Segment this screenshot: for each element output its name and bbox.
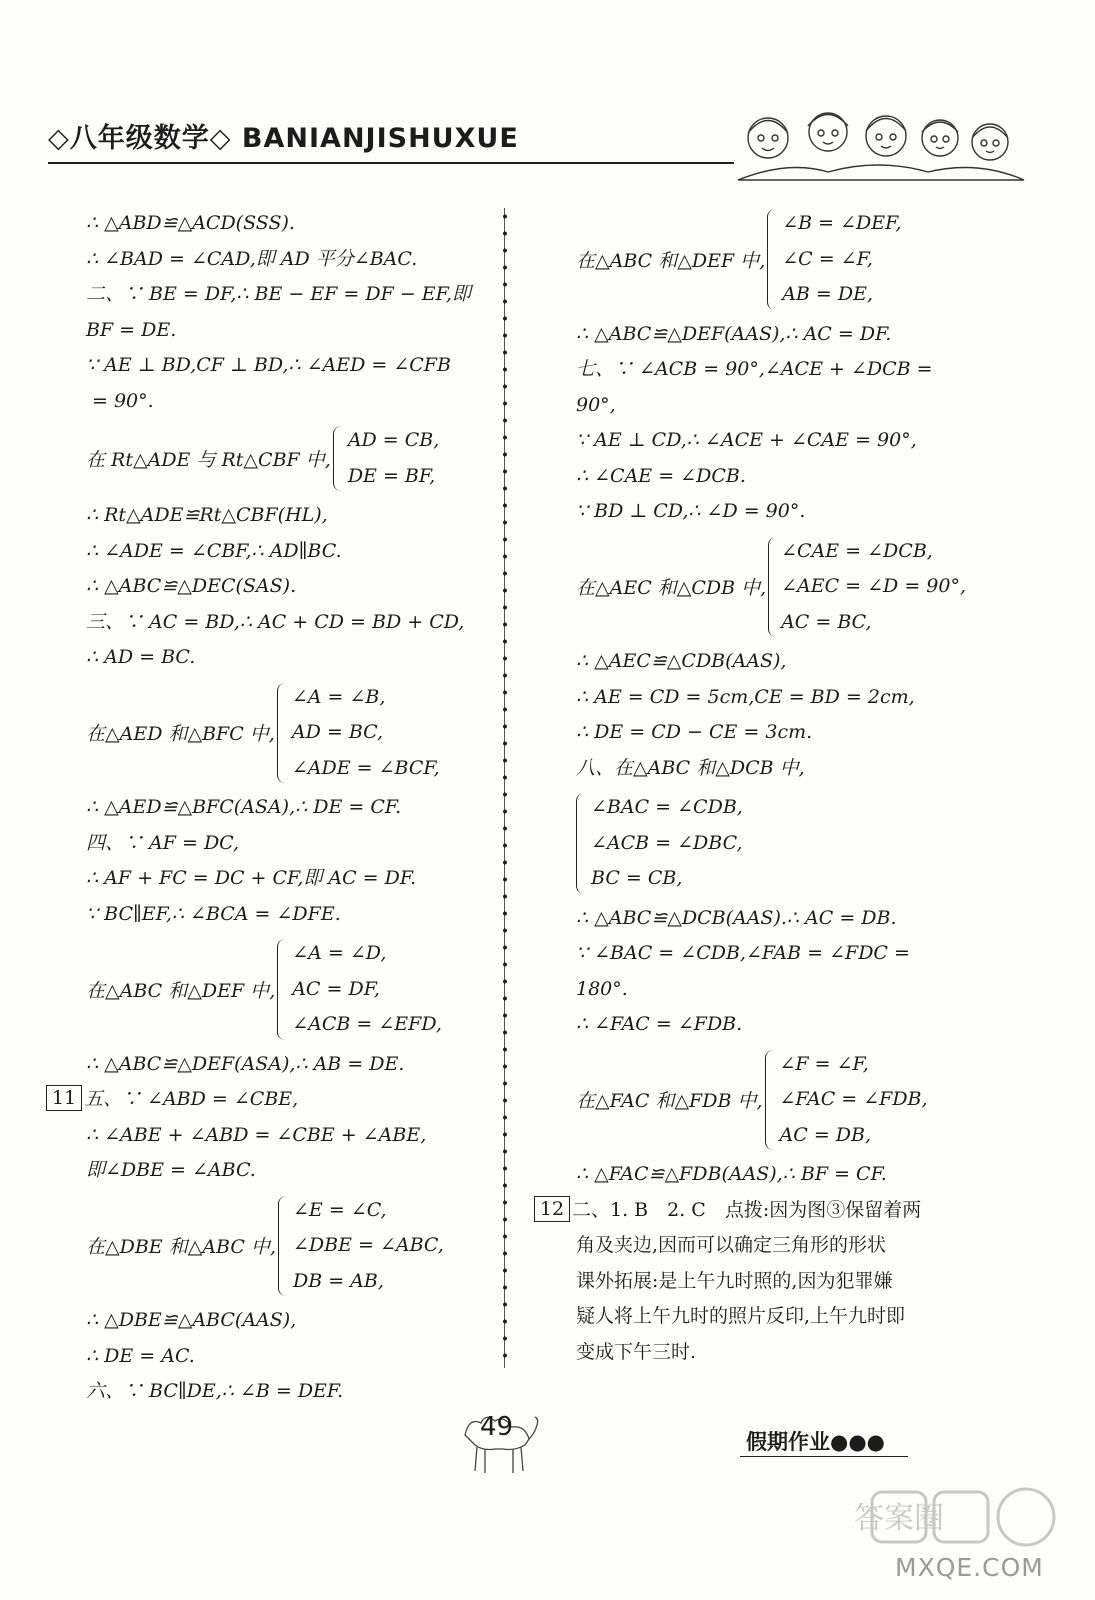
condition: ∠CAE = ∠DCB, [781,539,933,562]
text-line: ∴ △ABC≌△DCB(AAS).∴ AC = DB. [576,906,897,929]
text-line: BF = DE. [86,318,177,341]
watermark-text: MXQE.COM [895,1553,1044,1582]
text-line: ∴ △ABC≌△DEF(ASA),∴ AB = DE. [86,1052,405,1075]
condition: ∠A = ∠D, [292,942,387,964]
system-lead: 在 Rt△ADE 与 Rt△CBF 中, [86,449,331,471]
condition: ∠BAC = ∠CDB, [591,796,743,818]
condition: AC = BC, [781,610,872,633]
condition: ∠C = ∠F, [782,247,873,270]
text-line: 八、在△ABC 和△DCB 中, [576,756,805,779]
condition: AD = BC, [291,721,384,743]
page-header-title: ◇八年级数学◇ BANIANJISHUXUE [48,123,519,154]
condition: ∠E = ∠C, [292,1198,387,1221]
text-line [534,1193,966,1229]
condition: DE = BF, [347,464,436,487]
page-number: 49 [480,1412,514,1442]
equation-system [86,936,481,1043]
text-line: ∴ AD = BC. [86,646,196,668]
equation-system [576,206,966,313]
condition: ∠DBE = ∠ABC, [292,1234,444,1256]
text-line: 变成下午三时. [576,1340,697,1363]
system-conditions [348,423,440,494]
text-line: ∴ △FAC≌△FDB(AAS),∴ BF = CF. [576,1163,887,1185]
text-line: 七、∵ ∠ACB = 90°,∠ACE + ∠DCB = [576,358,933,380]
brace [277,939,288,1040]
condition: AC = DB, [779,1123,872,1146]
system-lead: 在△AED 和△BFC 中, [86,723,275,746]
text-line [46,1082,481,1118]
text-line: ∴ ∠FAC = ∠FDB. [576,1013,743,1035]
text-line: 90°, [576,393,616,416]
brace [768,537,777,638]
condition: ∠FAC = ∠FDB, [779,1088,928,1110]
question-number-box: 12 [534,1196,570,1222]
text-line: ∴ ∠CAE = ∠DCB. [576,464,746,487]
text-line: ∴ △ABD≌△ACD(SSS). [86,212,295,234]
text-line: 角及夹边,因而可以确定三角形的形状 [576,1234,887,1256]
text-line: ∴ AF + FC = DC + CF,即 AC = DF. [86,867,417,889]
text-line: ∴ △ABC≌△DEC(SAS). [86,575,297,597]
system-conditions [782,206,901,313]
text-line: 疑人将上午九时的照片反印,上午九时即 [576,1305,906,1327]
text-line: = 90°. [92,389,154,412]
left-column [51,206,481,1410]
system-lead: 在△AEC 和△CDB 中, [576,577,767,600]
footer-rule [740,1456,908,1457]
right-column [539,206,966,1370]
condition: ∠ACB = ∠EFD, [292,1013,442,1035]
text-line: ∴ △AED≌△BFC(ASA),∴ DE = CF. [86,796,402,818]
text-line-content: 五、∵ ∠ABD = ∠CBE, [84,1088,299,1110]
condition: ∠A = ∠B, [291,685,386,708]
text-line: 即∠DBE = ∠ABC. [86,1159,256,1181]
condition: ∠ADE = ∠BCF, [291,756,440,779]
system-conditions [591,790,743,897]
condition: ∠ACB = ∠DBC, [591,831,743,854]
equation-system [86,680,481,787]
header-rule [48,162,734,164]
system-conditions [292,936,442,1043]
equation-system [86,1193,481,1300]
text-line: ∴ AE = CD = 5cm,CE = BD = 2cm, [576,685,915,708]
watermark-logo-text: 答案圈 [854,1501,944,1536]
text-line: ∴ DE = CD − CE = 3cm. [576,721,813,743]
equation-system [86,423,481,494]
equation-system [576,534,966,641]
text-line: ∴ ∠ADE = ∠CBF,∴ AD∥BC. [86,539,342,562]
system-conditions [781,534,966,641]
text-line: 四、∵ AF = DC, [86,831,240,854]
text-line: ∴ DE = AC. [86,1344,195,1367]
system-lead: 在△FAC 和△FDB 中, [576,1090,763,1113]
text-line: ∵ AE ⊥ CD,∴ ∠ACE + ∠CAE = 90°, [576,429,917,451]
condition: ∠B = ∠DEF, [782,212,902,234]
condition: ∠F = ∠F, [779,1052,869,1075]
text-line: 180°. [576,977,628,1000]
brace [765,1050,776,1151]
equation-system [576,790,966,897]
text-line: 二、∵ BE = DF,∴ BE − EF = DF − EF,即 [86,283,471,305]
brace [767,209,778,310]
text-line: ∴ △ABC≌△DEF(AAS),∴ AC = DF. [576,322,892,345]
brace [576,793,587,894]
question-number-box: 11 [46,1085,82,1111]
text-line: ∵ BC∥EF,∴ ∠BCA = ∠DFE. [86,902,341,925]
system-lead: 在△ABC 和△DEF 中, [86,979,276,1002]
condition: AC = DF, [292,977,380,1000]
footer-brand: 假期作业●●● [746,1430,885,1454]
brace [278,1196,289,1297]
system-conditions [780,1047,928,1154]
condition: AD = CB, [347,429,440,451]
text-line: ∴ ∠ABE + ∠ABD = ∠CBE + ∠ABE, [86,1123,427,1146]
text-line-content: 二、1. B 2. C 点拨:因为图③保留着两 [572,1198,922,1221]
system-lead: 在△DBE 和△ABC 中, [86,1236,276,1259]
brace [333,426,344,491]
condition: DB = AB, [292,1269,384,1292]
text-line: ∵ ∠BAC = ∠CDB,∠FAB = ∠FDC = [576,942,910,964]
text-line: ∴ Rt△ADE≌Rt△CBF(HL), [86,504,328,526]
text-line: 课外拓展:是上午九时照的,因为犯罪嫌 [576,1269,893,1292]
equation-system [576,1047,966,1154]
system-conditions [292,680,440,787]
column-divider-dots [500,208,510,1368]
text-line: ∴ △AEC≌△CDB(AAS), [576,650,787,672]
text-line: ∴ △DBE≌△ABC(AAS), [86,1309,297,1331]
text-line: ∵ BD ⊥ CD,∴ ∠D = 90°. [576,500,806,522]
system-conditions [293,1193,444,1300]
text-line: ∵ AE ⊥ BD,CF ⊥ BD,∴ ∠AED = ∠CFB [86,354,451,376]
text-line: 六、∵ BC∥DE,∴ ∠B = DEF. [86,1380,344,1402]
system-lead: 在△ABC 和△DEF 中, [576,249,766,272]
condition: ∠AEC = ∠D = 90°, [781,575,966,597]
condition: AB = DE, [782,283,874,305]
cartoon-kids-icon [728,98,1028,190]
condition: BC = CB, [591,867,683,889]
text-line: ∴ ∠BAD = ∠CAD,即 AD 平分∠BAC. [86,247,418,270]
brace [277,683,288,784]
text-line: 三、∵ AC = BD,∴ AC + CD = BD + CD, [86,610,465,633]
